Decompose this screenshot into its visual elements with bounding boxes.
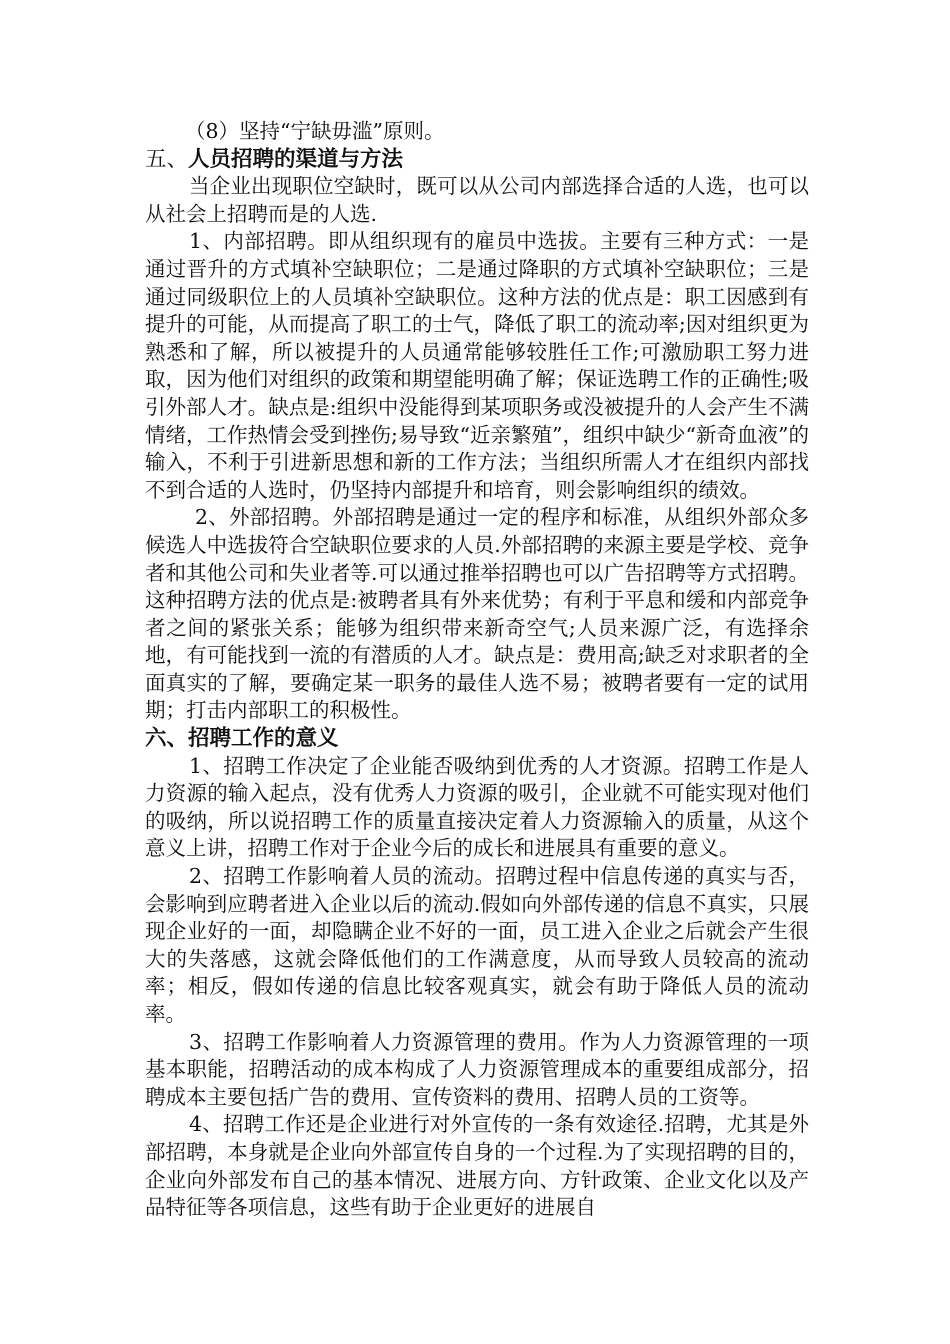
paragraph-meaning-2: 2、招聘工作影响着人员的流动。招聘过程中信息传递的真实与否，会影响到应聘者进入企业以后的流动.假如向外部传递的信息不真实，只展现企业好的一面，却隐瞒企业不好的一面，员工进入企业之后就会产生很大的失落感，这就会降低他们的工作满意度，从而导致人员较高的流动率；相反，假如传递的信息比较客观真实，就会有助于降低人员的流动率。 <box>145 864 809 1026</box>
section-number: 五、 <box>145 146 189 172</box>
paragraph-meaning-4: 4、招聘工作还是企业进行对外宣传的一条有效途径.招聘，尤其是外部招聘，本身就是企业向外部宣传自身的一个过程.为了实现招聘的目的，企业向外部发布自己的基本情况、进展方向、方针政策、企业文化以及产品特征等各项信息，这些有助于企业更好的进展自 <box>145 1112 809 1220</box>
paragraph-external-recruitment: 2、外部招聘。外部招聘是通过一定的程序和标准，从组织外部众多候选人中选拔符合空缺职位要求的人员.外部招聘的来源主要是学校、竞争者和其他公司和失业者等.可以通过推举招聘也可以广告招聘等方式招聘。这种招聘方法的优点是:被聘者具有外来优势；有利于平息和缓和内部竞争者之间的紧张关系；能够为组织带来新奇空气;人员来源广泛，有选择余地，有可能找到一流的有潜质的人才。缺点是：费用高;缺乏对求职者的全面真实的了解，要确定某一职务的最佳人选不易；被聘者要有一定的试用期；打击内部职工的积极性。 <box>145 505 809 723</box>
paragraph-internal-recruitment: 1、内部招聘。即从组织现有的雇员中选拔。主要有三种方式：一是通过晋升的方式填补空缺职位；二是通过降职的方式填补空缺职位；三是通过同级职位上的人员填补空缺职位。这种方法的优点是：职工因感到有提升的可能，从而提高了职工的士气，降低了职工的流动率;因对组织更为熟悉和了解，所以被提升的人员通常能够较胜任工作;可激励职工努力进取，因为他们对组织的政策和期望能明确了解；保证选聘工作的正确性;吸引外部人才。缺点是:组织中没能得到某项职务或没被提升的人会产生不满情绪，工作热情会受到挫伤;易导致“近亲繁殖”，组织中缺少“新奇血液”的输入，不利于引进新思想和新的工作方法；当组织所需人才在组织内部找不到合适的人选时，仍坚持内部提升和培育，则会影响组织的绩效。 <box>145 229 809 502</box>
paragraph-meaning-1: 1、招聘工作决定了企业能否吸纳到优秀的人才资源。招聘工作是人力资源的输入起点，没有优秀人力资源的吸引，企业就不可能实现对他们的吸纳，所以说招聘工作的质量直接决定着人力资源输入的质量，从这个意义上讲，招聘工作对于企业今后的成长和进展具有重要的意义。 <box>145 753 809 861</box>
paragraph-meaning-3: 3、招聘工作影响着人力资源管理的费用。作为人力资源管理的一项基本职能，招聘活动的成本构成了人力资源管理成本的重要组成部分，招聘成本主要包括广告的费用、宣传资料的费用、招聘人员的工资等。 <box>145 1029 809 1109</box>
section-title: 人员招聘的渠道与方法 <box>188 146 404 172</box>
section-heading-channels <box>145 146 809 174</box>
list-item-8: （8）坚持“宁缺毋滥”原则。 <box>185 119 445 143</box>
document-body <box>145 118 809 1222</box>
paragraph-intro: 当企业出现职位空缺时，既可以从公司内部选择合适的人选，也可以从社会上招聘而是的人选. <box>145 174 809 226</box>
section-heading-meaning: 六、招聘工作的意义 <box>145 726 339 752</box>
